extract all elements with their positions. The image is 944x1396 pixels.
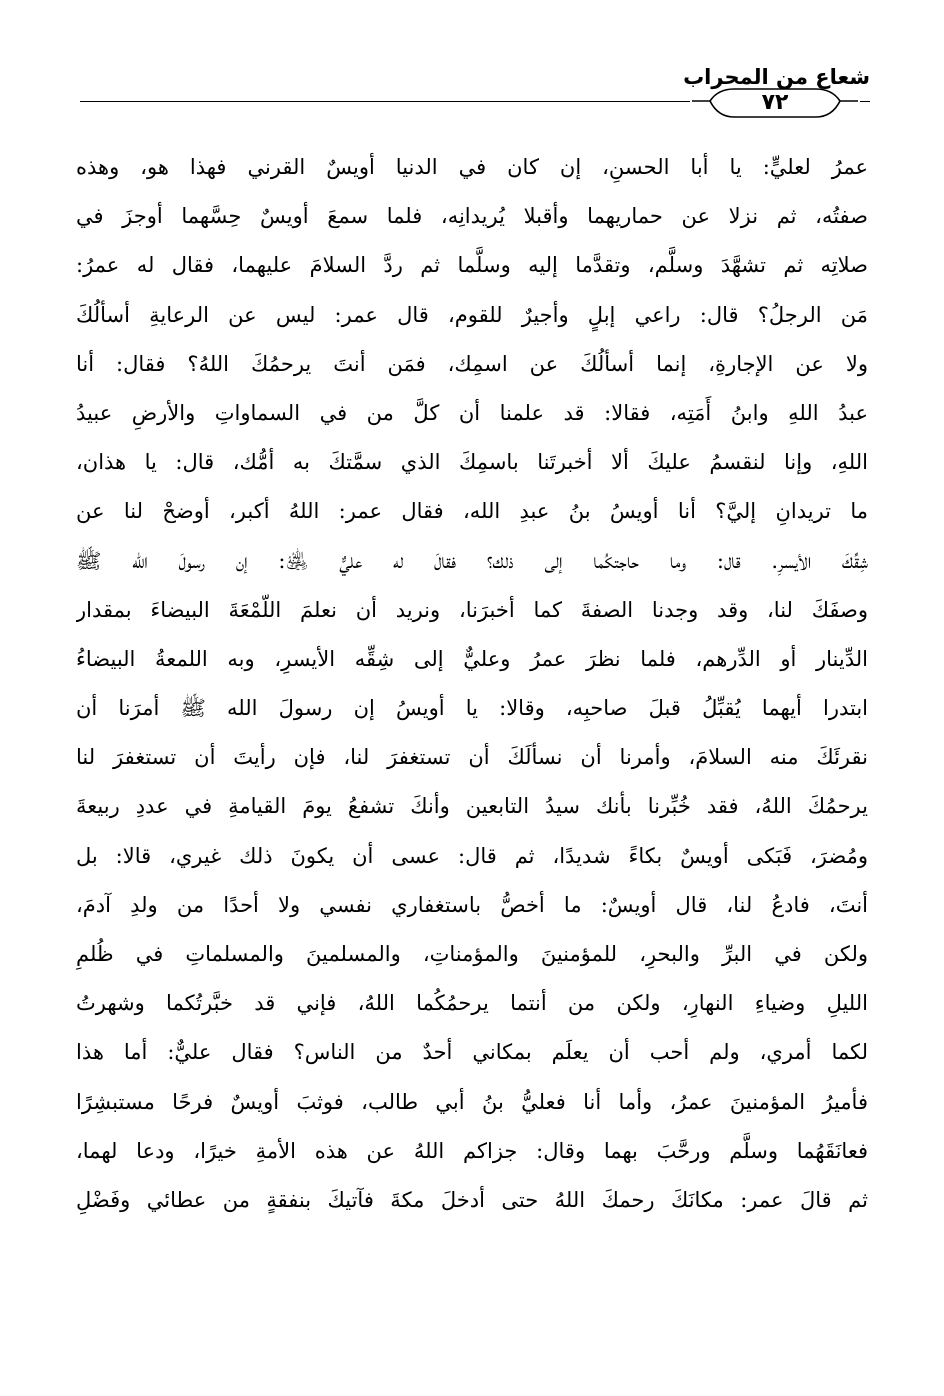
text-line: نقرئَكَ منه السلامَ، وأمرنا أن نسألَكَ أن تستغفرَ لنا، فإن رأيتَ أن تستغفرَ لنا [76,745,868,770]
page-number: ٧٢ [761,90,789,115]
text-line: يرحمُكَ اللهُ، فقد خُبِّرنا بأنك سيدُ التابعين وأنكَ تشفعُ يومَ القيامةِ في عددِ ربيعةَ [76,794,868,819]
body-text [76,143,868,1225]
text-line: صفتُه، ثم نزلا عن حماريهما وأقبلا يُريدانِه، فلما سمعَ أويسٌ حِسَّهما أوجزَ في [76,204,868,229]
text-line: الدِّينار أو الدِّرهم، فلما نظرَ عمرُ وعليٌّ إلى شِقِّه الأيسرِ، وبه اللمعةُ البيضاءُ [76,646,868,671]
text-line: لكما أمري، ولم أحب أن يعلَم بمكاني أحدٌ من الناس؟ فقال عليٌّ: أما هذا [76,1040,868,1065]
text-line: عمرُ لعليٍّ: يا أبا الحسنِ، إن كان في الدنيا أويسٌ القرني فهذا هو، وهذه [76,155,868,179]
text-line: ثم قالَ عمر: مكانَكَ رحمكَ اللهُ حتى أدخلَ مكةَ فآتيكَ بنفقةٍ من عطائي وفَضْلِ [76,1187,868,1212]
text-line: أنتَ، فادعُ لنا، قال أويسٌ: ما أخصُّ باستغفاري نفسي ولا أحدًا من ولدِ آدمَ، [76,892,868,917]
page-header [80,60,870,130]
text-line: فأميرُ المؤمنينَ عمرُ، وأما أنا فعليُّ بنُ أبي طالب، فوثبَ أويسٌ فرحًا مستبشِرًا [76,1089,868,1114]
text-line: شِقِّكَ الأيسرِ. قال: وما حاجتكُما إلى ذلك؟ فقالَ له عليٌّ ﵁: إن رسولَ الله ﷺ [76,548,868,573]
text-line: وصفَكَ لنا، وقد وجدنا الصفةَ كما أخبرَنا، ونريد أن نعلمَ اللّمْعَةَ البيضاءَ بمقدار [76,597,868,622]
text-line: الليلِ وضياءِ النهارِ، ولكن من أنتما يرحمُكُما اللهُ، فإني قد خبَّرتُكما وشهرتُ [76,991,868,1016]
text-line: مَن الرجلُ؟ قال: راعي إبلٍ وأجيرٌ للقوم، قال عمر: ليس عن الرعايةِ أسألُكَ [76,302,868,327]
text-line: فعانَقَهُما وسلَّم ورحَّبَ بهما وقال: جزاكم اللهُ عن هذه الأمةِ خيرًا، ودعا لهما، [76,1138,868,1163]
text-line: عبدُ اللهِ وابنُ أَمَتِه، فقالا: قد علمنا أن كلَّ من في السماواتِ والأرضِ عبيدُ [76,400,868,425]
text-line: ولكن في البرِّ والبحرِ، للمؤمنينَ والمؤمناتِ، والمسلمينَ والمسلماتِ في ظُلمِ [76,942,868,966]
text-line: ابتدرا أيهما يُقبِّلُ قبلَ صاحبِه، وقالا: يا أويسُ إن رسولَ الله ﷺ أمرَنا أن [76,696,868,721]
text-line: ما تريدانِ إليَّ؟ أنا أويسُ بنُ عبدِ الله، فقال عمر: اللهُ أكبر، أوضحْ لنا عن [76,499,868,524]
header-rule-left [80,101,690,102]
text-line: صلاتِه ثم تشهَّدَ وسلَّم، وتقدَّما إليه وسلَّما ثم ردَّ السلامَ عليهما، فقال له عمرُ: [76,253,868,278]
text-line: ومُضرَ، فَبَكى أويسٌ بكاءً شديدًا، ثم قال: عسى أن يكونَ ذلك غيري، قالا: بل [76,843,868,868]
running-title: شعاع من المحراب [683,65,870,89]
text-line: اللهِ، وإنا لنقسمُ عليكَ ألا أخبرتَنا باسمِكَ الذي سمَّتكَ به أمُّك، قال: يا هذان، [76,450,868,475]
text-line: ولا عن الإجارةِ، إنما أسألُكَ عن اسمِك، فمَن أنتَ يرحمُكَ اللهُ؟ فقال: أنا [76,351,868,376]
page-number-frame [688,86,862,120]
